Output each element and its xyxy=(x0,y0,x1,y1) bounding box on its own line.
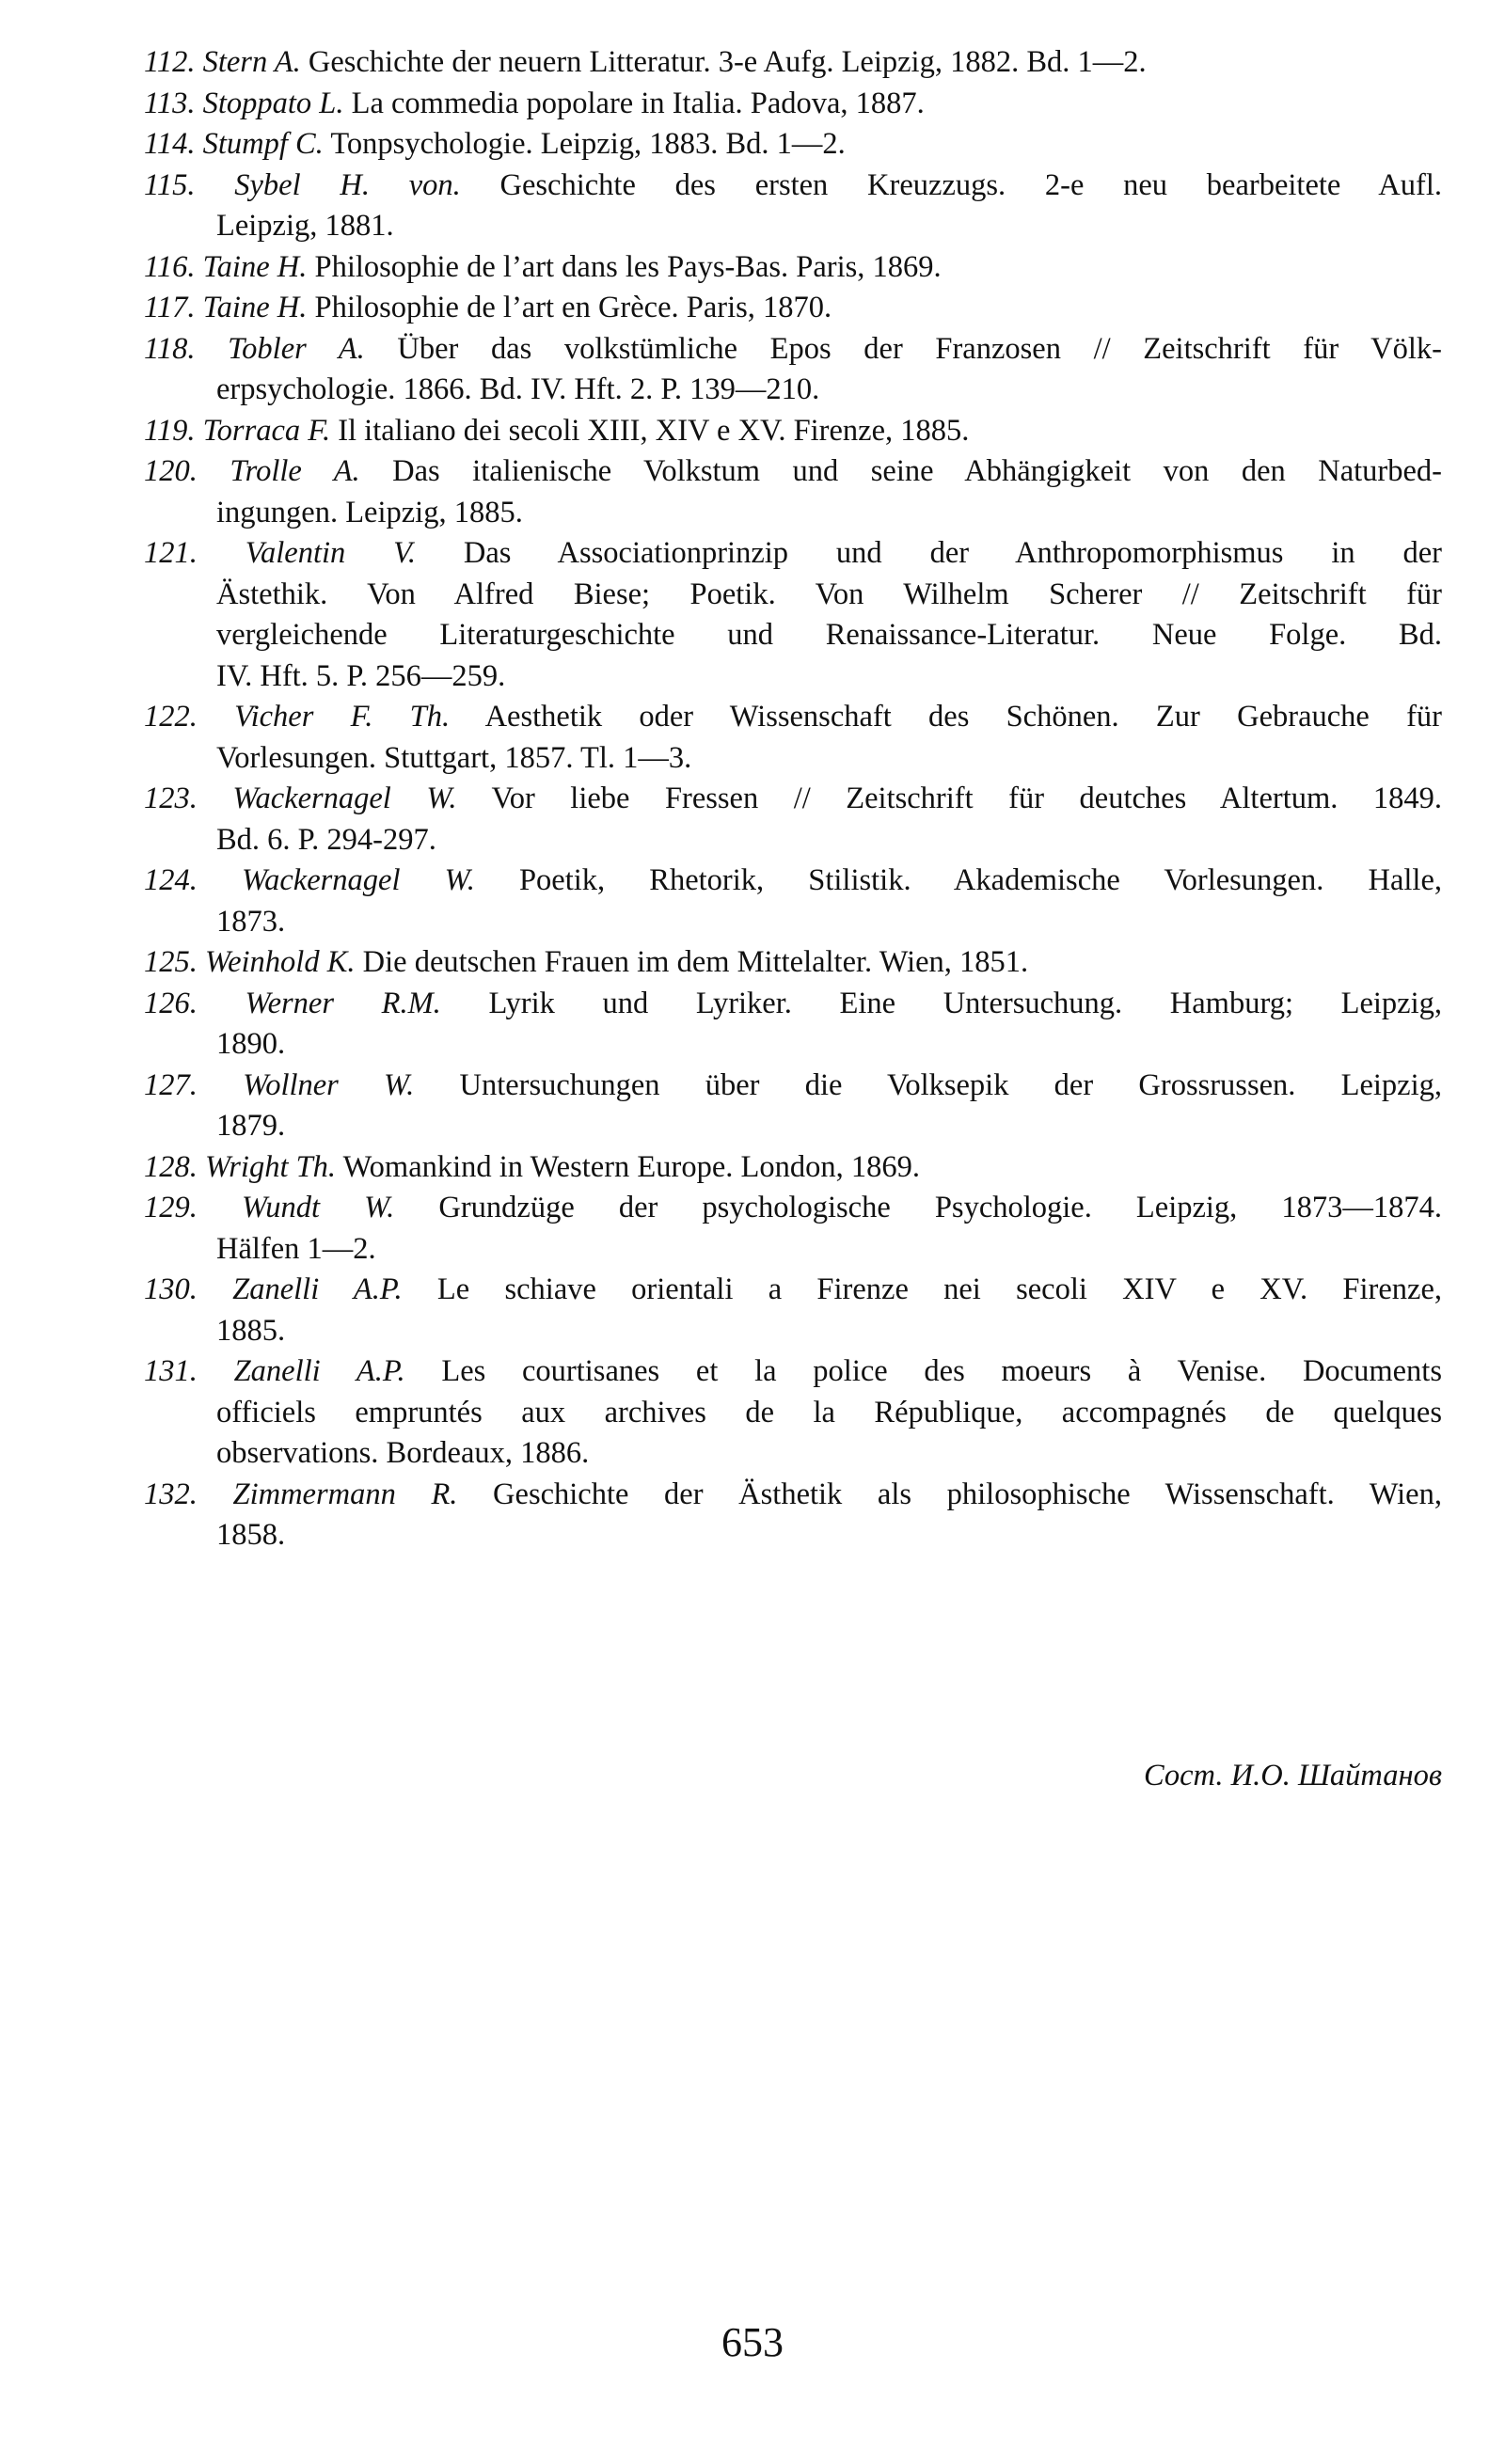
bibliography-entry xyxy=(144,1475,1442,1556)
bibliography-entry xyxy=(144,1147,1442,1189)
bibliography-entry xyxy=(144,329,1442,411)
entry-text: Grundzüge der psychologische Psychologie. Leipzig, 1873—1874. xyxy=(394,1191,1442,1224)
bibliography-entry xyxy=(144,411,1442,452)
entry-text: Vorlesungen. Stuttgart, 1857. Tl. 1—3. xyxy=(216,740,692,775)
page-number: 653 xyxy=(721,2319,784,2365)
entry-line xyxy=(144,166,1442,207)
entry-author: Wackernagel W. xyxy=(242,863,475,897)
entry-line xyxy=(144,84,1442,125)
entry-line xyxy=(144,1475,1442,1516)
entry-line xyxy=(144,984,1442,1025)
entry-line xyxy=(144,1351,1442,1393)
entry-line xyxy=(144,1066,1442,1107)
entry-author: Zanelli A.P. xyxy=(233,1354,405,1388)
entry-text: Philosophie de l’art en Grèce. Paris, 1870. xyxy=(307,291,832,324)
entry-text: Das italienische Volkstum und seine Abhängigkeit von den Naturbed- xyxy=(359,454,1442,488)
entry-line xyxy=(144,42,1442,84)
entry-number: 126. xyxy=(144,986,246,1020)
entry-text: Hälfen 1—2. xyxy=(216,1231,376,1266)
entry-author: Zanelli A.P. xyxy=(232,1272,403,1306)
entry-author: Taine H. xyxy=(202,249,308,284)
bibliography-entry xyxy=(144,533,1442,697)
entry-line xyxy=(144,1106,1442,1147)
entry-number: 127. xyxy=(144,1067,244,1102)
entry-text: Geschichte des ersten Kreuzzugs. 2-e neu bearbeitete Aufl. xyxy=(460,167,1442,202)
entry-line xyxy=(144,1515,1442,1556)
entry-text: vergleichende Literaturgeschichte und Renaissance-Literatur. Neue Folge. Bd. xyxy=(216,618,1442,652)
entry-number: 114. xyxy=(144,127,203,161)
bibliography-entry xyxy=(144,779,1442,861)
entry-author: Trolle A. xyxy=(230,454,360,488)
entry-text: IV. Hft. 5. P. 256—259. xyxy=(216,658,506,693)
entry-line xyxy=(144,656,1442,698)
entry-author: Wackernagel W. xyxy=(232,782,457,815)
entry-text: 1858. xyxy=(216,1518,286,1552)
entry-author: Stumpf C. xyxy=(202,127,324,161)
entry-author: Sybel H. von. xyxy=(234,167,461,202)
entry-text: Ästethik. Von Alfred Biese; Poetik. Von Wilhelm Scherer // Zeitschrift für xyxy=(216,577,1442,611)
entry-line xyxy=(144,1188,1442,1229)
entry-number: 129. xyxy=(144,1191,242,1224)
bibliography-list xyxy=(144,42,1442,1556)
bibliography-entry xyxy=(144,984,1442,1066)
entry-number: 113. xyxy=(144,86,203,120)
entry-line xyxy=(144,575,1442,616)
entry-line xyxy=(144,451,1442,493)
bibliography-entry xyxy=(144,247,1442,289)
entry-line xyxy=(144,124,1442,166)
entry-text: Bd. 6. P. 294-297. xyxy=(216,822,436,857)
entry-line xyxy=(144,1393,1442,1434)
bibliography-entry xyxy=(144,1351,1442,1475)
entry-number: 132. xyxy=(144,1477,233,1511)
entry-line xyxy=(144,411,1442,452)
entry-text: Vor liebe Fressen // Zeitschrift für deutches Altertum. 1849. xyxy=(456,782,1442,815)
entry-author: Torraca F. xyxy=(202,413,331,448)
entry-line xyxy=(144,247,1442,289)
entry-text: Das Associationprinzip und der Anthropomorphismus in der xyxy=(415,536,1443,570)
entry-number: 131. xyxy=(144,1354,234,1388)
entry-text: 1879. xyxy=(216,1109,286,1143)
bibliography-entry xyxy=(144,42,1442,84)
entry-text: Geschichte der neuern Litteratur. 3-e Aufg. Leipzig, 1882. Bd. 1—2. xyxy=(300,45,1147,79)
bibliography-entry xyxy=(144,166,1442,247)
bibliography-entry xyxy=(144,288,1442,329)
entry-line xyxy=(144,1433,1442,1475)
entry-text: La commedia popolare in Italia. Padova, 1887. xyxy=(343,86,925,120)
entry-text: Les courtisanes et la police des moeurs à Venise. Documents xyxy=(404,1354,1442,1388)
bibliography-entry xyxy=(144,1270,1442,1351)
entry-line xyxy=(144,533,1442,575)
bibliography-entry xyxy=(144,942,1442,984)
bibliography-entry xyxy=(144,451,1442,533)
entry-number: 121. xyxy=(144,536,246,570)
entry-text: Poetik, Rhetorik, Stilistik. Akademische Vorlesungen. Halle, xyxy=(474,863,1443,897)
entry-text: Il italiano dei secoli XIII, XIV e XV. Firenze, 1885. xyxy=(330,413,970,448)
entry-author: Weinhold K. xyxy=(205,945,356,979)
entry-text: Untersuchungen über die Volksepik der Grossrussen. Leipzig, xyxy=(414,1067,1443,1102)
entry-author: Taine H. xyxy=(202,291,308,324)
entry-text: ingungen. Leipzig, 1885. xyxy=(216,495,523,529)
entry-number: 112. xyxy=(144,45,203,79)
entry-text: 1885. xyxy=(216,1313,286,1348)
entry-text: Le schiave orientali a Firenze nei secoli XIV e XV. Firenze, xyxy=(402,1272,1442,1306)
entry-line xyxy=(144,779,1442,820)
entry-text: officiels empruntés aux archives de la République, accompagnés de quelques xyxy=(216,1395,1442,1429)
entry-number: 123. xyxy=(144,782,233,815)
entry-line xyxy=(144,493,1442,534)
entry-author: Stern A. xyxy=(202,45,301,79)
entry-number: 116. xyxy=(144,249,203,284)
entry-author: Zimmermann R. xyxy=(232,1477,458,1511)
entry-number: 118. xyxy=(144,331,229,366)
entry-line xyxy=(144,1311,1442,1352)
entry-author: Wundt W. xyxy=(241,1191,395,1224)
entry-text: Die deutschen Frauen im dem Mittelalter. Wien, 1851. xyxy=(355,945,1029,979)
entry-text: Über das volkstümliche Epos der Franzosen // Zeitschrift für Völk- xyxy=(364,331,1442,366)
bibliography-entry xyxy=(144,124,1442,166)
entry-number: 120. xyxy=(144,454,230,488)
bibliography-entry xyxy=(144,84,1442,125)
bibliography-entry xyxy=(144,861,1442,942)
entry-line xyxy=(144,1024,1442,1066)
entry-line xyxy=(144,820,1442,861)
entry-number: 125. xyxy=(144,945,205,979)
entry-line xyxy=(144,861,1442,902)
compiler-signature: Сост. И.О. Шайтанов xyxy=(1143,1759,1442,1793)
entry-text: 1873. xyxy=(216,904,286,939)
bibliography-entry xyxy=(144,1188,1442,1270)
entry-author: Vicher F. Th. xyxy=(234,700,451,734)
entry-author: Valentin V. xyxy=(245,536,416,570)
entry-line xyxy=(144,738,1442,780)
entry-line xyxy=(144,370,1442,411)
entry-text: Aesthetik oder Wissenschaft des Schönen. Zur Gebrauche für xyxy=(450,700,1442,734)
bibliography-entry xyxy=(144,1066,1442,1147)
entry-line xyxy=(144,1270,1442,1311)
entry-line xyxy=(144,329,1442,371)
entry-number: 119. xyxy=(144,413,203,448)
entry-number: 128. xyxy=(144,1149,205,1184)
bibliography-entry xyxy=(144,697,1442,779)
entry-author: Stoppato L. xyxy=(202,86,344,120)
entry-line xyxy=(144,1229,1442,1271)
entry-line xyxy=(144,697,1442,738)
entry-number: 117. xyxy=(144,291,203,324)
entry-line xyxy=(144,615,1442,656)
entry-text: 1890. xyxy=(216,1027,286,1061)
entry-line xyxy=(144,942,1442,984)
entry-line xyxy=(144,206,1442,247)
entry-number: 130. xyxy=(144,1272,233,1306)
entry-line xyxy=(144,1147,1442,1189)
entry-author: Wright Th. xyxy=(205,1149,337,1184)
entry-text: Leipzig, 1881. xyxy=(216,209,394,243)
entry-number: 124. xyxy=(144,863,243,897)
entry-text: Lyrik und Lyriker. Eine Untersuchung. Hamburg; Leipzig, xyxy=(440,986,1442,1020)
entry-line xyxy=(144,288,1442,329)
entry-author: Wollner W. xyxy=(243,1067,415,1102)
entry-author: Werner R.M. xyxy=(245,986,441,1020)
entry-text: observations. Bordeaux, 1886. xyxy=(216,1436,590,1470)
entry-number: 122. xyxy=(144,700,235,734)
entry-line xyxy=(144,902,1442,943)
entry-text: Geschichte der Ästhetik als philosophische Wissenschaft. Wien, xyxy=(457,1477,1442,1511)
entry-text: Womankind in Western Europe. London, 1869. xyxy=(336,1149,920,1184)
entry-text: Tonpsychologie. Leipzig, 1883. Bd. 1—2. xyxy=(323,127,846,161)
entry-author: Tobler A. xyxy=(228,331,365,366)
entry-text: erpsychologie. 1866. Bd. IV. Hft. 2. P. 139—210. xyxy=(216,372,820,406)
entry-text: Philosophie de l’art dans les Pays-Bas. Paris, 1869. xyxy=(307,249,942,284)
entry-number: 115. xyxy=(144,167,235,202)
